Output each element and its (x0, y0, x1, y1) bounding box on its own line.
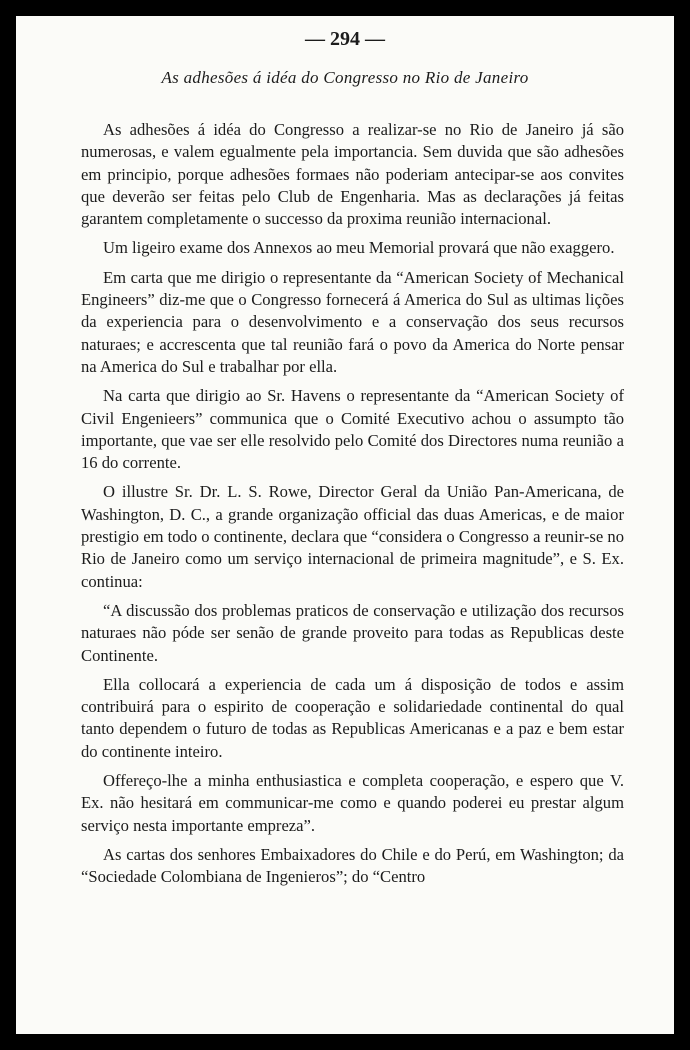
paragraph-1: As adhesões á idéa do Congresso a realizar-se no Rio de Janeiro já são numerosas, e valem egualmente pela importancia. Sem duvida que são adhesões em principio, porque adhesões formaes não poderiam antecipar-se aos convites que deverão ser feitas pelo Club de Engenharia. Mas as declarações já feitas garantem completamente o successo da proxima reunião internacional. (81, 120, 624, 229)
paragraph-6-quote: “A discussão dos problemas praticos de conservação e utilização dos recursos naturaes não póde ser senão de grande proveito para todas as Republicas deste Continente. (81, 600, 624, 665)
paragraph-8-quote: Offereço-lhe a minha enthusiastica e completa cooperação, e espero que V. Ex. não hesitará em communicar-me como e quando poderei eu prestar algum serviço nesta importante empreza”. (81, 771, 624, 835)
paragraph-5: O illustre Sr. Dr. L. S. Rowe, Director Geral da União Pan-Americana, de Washington, D. C., a grande organização official das duas Americas, e de maior prestigio em todo o continente, declara que “considera o Congresso a reunir-se no Rio de Janeiro como um serviço internacional de primeira magnitude”, e S. Ex. continua: (81, 482, 624, 591)
paragraph-4: Na carta que dirigio ao Sr. Havens o representante da “American Society of Civil Engenieers” communica que o Comité Executivo achou o assumpto tão importante, que vae ser elle resolvido pelo Comité dos Directores numa reunião a 16 do corrente. (81, 386, 624, 473)
paragraph-7-quote: Ella collocará a experiencia de cada um á disposição de todos e assim contribuirá para o espirito de cooperação e solidariedade continental do qual tanto dependem o futuro de todas as Republicas Americanas e a paz e bem estar do continente inteiro. (81, 674, 624, 761)
paragraph-2: Um ligeiro exame dos Annexos ao meu Memorial provará que não exaggero. (103, 238, 615, 258)
document-body (81, 119, 624, 896)
paragraph-9: As cartas dos senhores Embaixadores do Chile e do Perú, em Washington; da “Sociedade Colombiana de Ingenieros”; do “Centro (81, 844, 624, 887)
section-heading: As adhesões á idéa do Congresso no Rio de Janeiro (161, 68, 529, 87)
paragraph-3: Em carta que me dirigio o representante da “American Society of Mechanical Engineers” diz-me que o Congresso fornecerá á America do Sul as ultimas lições da experiencia para o desenvolvimento e a conservação dos seus recursos naturaes; e accrescenta que tal reunião fará o povo da America do Norte pensar na America do Sul e trabalhar por ella. (81, 267, 624, 376)
page-number: — 294 — (305, 28, 385, 50)
document-page (16, 16, 674, 1034)
